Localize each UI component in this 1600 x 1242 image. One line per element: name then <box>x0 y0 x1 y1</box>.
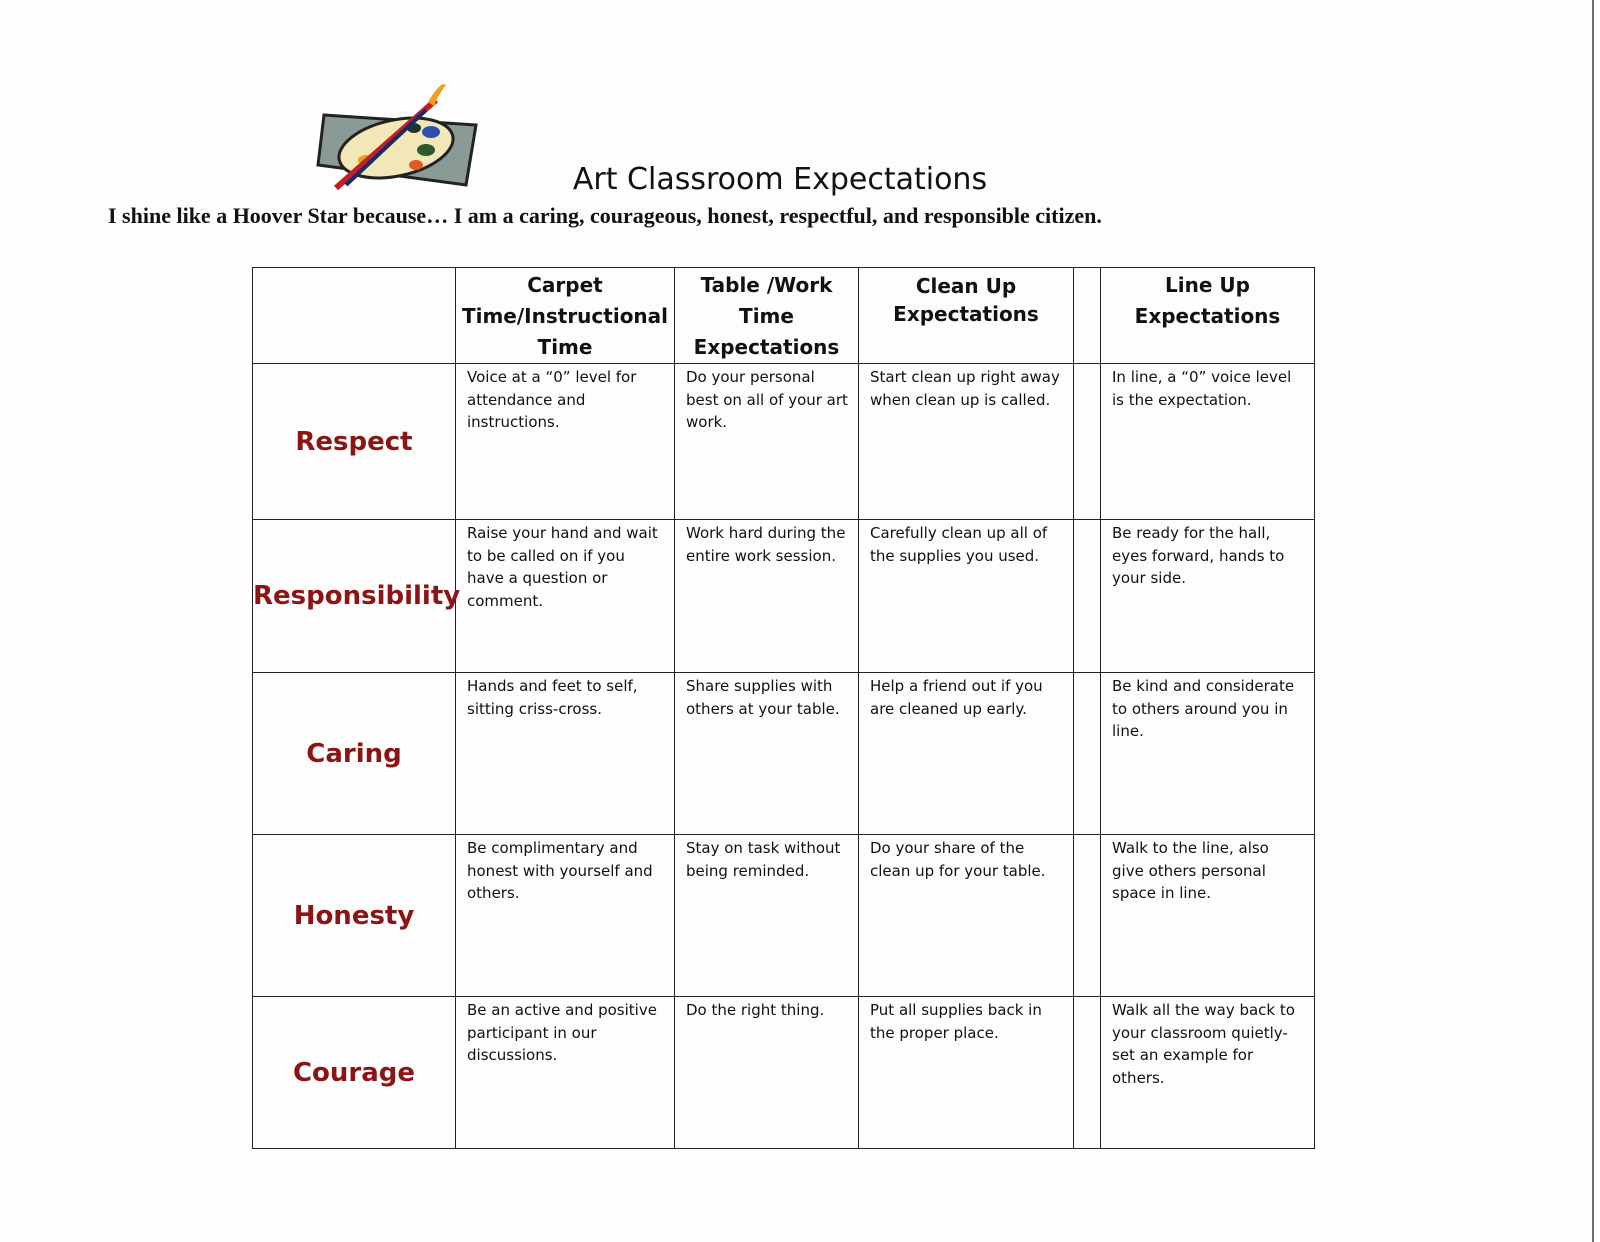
table-cell <box>1074 364 1101 520</box>
table-cell: Do your share of the clean up for your table. <box>859 835 1074 997</box>
table-cell <box>1074 835 1101 997</box>
table-cell: Hands and feet to self, sitting criss-cross. <box>456 673 675 835</box>
table-cell: Stay on task without being reminded. <box>675 835 859 997</box>
subtitle: I shine like a Hoover Star because… I am a caring, courageous, honest, respectful, and responsible citizen. <box>108 203 1102 228</box>
scan-edge <box>1592 0 1594 1242</box>
column-header <box>1074 268 1101 364</box>
table-cell: Carefully clean up all of the supplies you used. <box>859 520 1074 673</box>
row-label: Responsibility <box>253 520 456 673</box>
table-cell: Be an active and positive participant in our discussions. <box>456 997 675 1149</box>
row-label: Respect <box>253 364 456 520</box>
table-row <box>253 997 1315 1149</box>
table-cell: Put all supplies back in the proper place. <box>859 997 1074 1149</box>
table-cell: Help a friend out if you are cleaned up early. <box>859 673 1074 835</box>
table-row <box>253 835 1315 997</box>
table-cell: Walk to the line, also give others personal space in line. <box>1101 835 1315 997</box>
table-cell <box>1074 997 1101 1149</box>
table-cell: Do your personal best on all of your art work. <box>675 364 859 520</box>
row-label: Caring <box>253 673 456 835</box>
row-label: Honesty <box>253 835 456 997</box>
table-cell: Walk all the way back to your classroom quietly- set an example for others. <box>1101 997 1315 1149</box>
expectations-table <box>252 267 1315 1149</box>
table-cell <box>1074 520 1101 673</box>
table-row <box>253 520 1315 673</box>
table-cell: Work hard during the entire work session. <box>675 520 859 673</box>
table-row <box>253 364 1315 520</box>
table-cell: Be kind and considerate to others around you in line. <box>1101 673 1315 835</box>
column-header: Table /Work Time Expectations <box>675 268 859 364</box>
table-cell: Share supplies with others at your table. <box>675 673 859 835</box>
column-header: Clean Up Expectations <box>859 268 1074 364</box>
table-cell: Be ready for the hall, eyes forward, hands to your side. <box>1101 520 1315 673</box>
column-header: Line Up Expectations <box>1101 268 1315 364</box>
header-row <box>253 268 1315 364</box>
table-cell: Voice at a “0” level for attendance and instructions. <box>456 364 675 520</box>
page-title: Art Classroom Expectations <box>572 162 988 197</box>
table-cell: Be complimentary and honest with yourself and others. <box>456 835 675 997</box>
table-cell: Raise your hand and wait to be called on if you have a question or comment. <box>456 520 675 673</box>
column-header: Carpet Time/Instructional Time <box>456 268 675 364</box>
table-cell: Do the right thing. <box>675 997 859 1149</box>
corner-cell <box>253 268 456 364</box>
row-label: Courage <box>253 997 456 1149</box>
table-cell: Start clean up right away when clean up is called. <box>859 364 1074 520</box>
table-row <box>253 673 1315 835</box>
table-cell <box>1074 673 1101 835</box>
table-cell: In line, a “0” voice level is the expectation. <box>1101 364 1315 520</box>
